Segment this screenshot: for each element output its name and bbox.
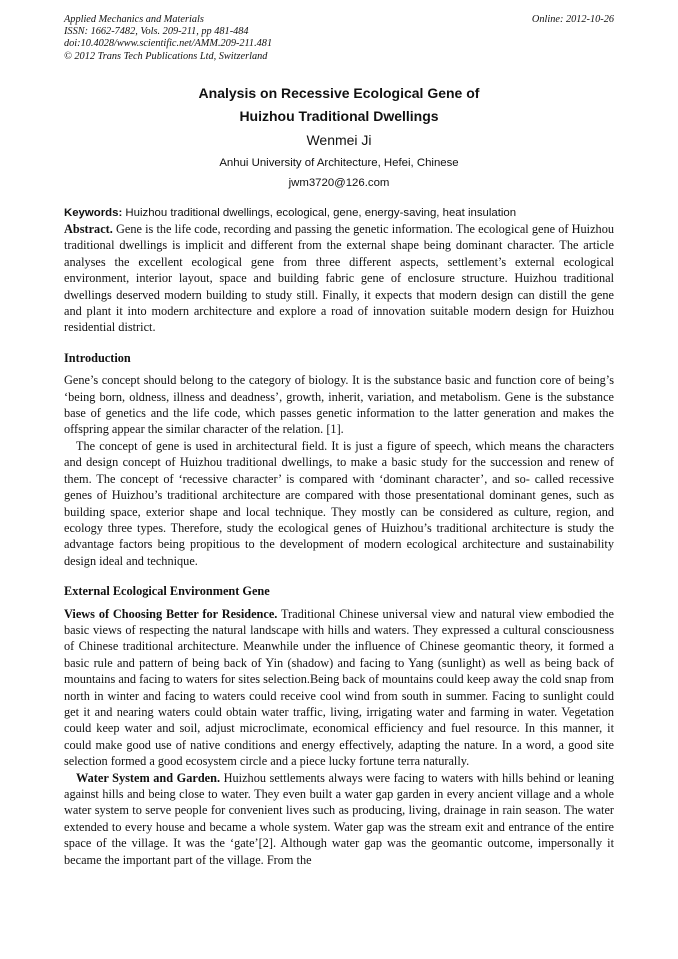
author-email: jwm3720@126.com xyxy=(288,177,390,189)
paper-page xyxy=(64,14,614,868)
views-paragraph xyxy=(64,606,614,770)
doi-line: doi:10.4028/www.scientific.net/AMM.209-211.481 xyxy=(64,38,273,50)
views-text: Traditional Chinese universal view and natural view embodied the basic views of respecting the natural landscape with hills and waters. They expressed a cultural consciousness of Chinese traditional architecture. Meanwhile under the influence of Chinese geomantic theory, it formed a basic rule and pattern of being back of Yin (shadow) and facing to Yang (sunlight) as well as being back of mountains and facing to waters for sites selection.Being back of mountains could keep away the cold snap from north in winter and facing to waters could receive cool wind from south in summer. Facing to sunlight could get it and nearing waters could obtain water traffic, living, irrigating water and farming in water. Vegetation could keep water and soil, adjust microclimate, economical efficiency and fuel resource. In this manner, it could make good use of native conditions and energy effectively, adapting the nature. In a word, a good site selection formed a good ecosystem circle and a piece lucky fortune terra naturally. xyxy=(64,606,614,769)
abstract-paragraph xyxy=(64,221,614,336)
keywords-line xyxy=(64,205,614,221)
views-subheading: Views of Choosing Better for Residence. xyxy=(64,606,278,621)
intro-paragraph-1: Gene’s concept should belong to the category of biology. It is the substance basic and function core of being’s ‘being born, oldness, illness and deadness’, growth, inherit, variation, and metabolism. Gene is the substance base of genetics and the life code, which passes genetic information to the latter generation and makes the offspring appear the similar character of the relation. [1]. xyxy=(64,373,614,437)
intro-paragraph-2: The concept of gene is used in architectural field. It is just a figure of speech, which means the characters and design concept of Huizhou traditional dwellings, to make a basic study for the succession and renew of them. The concept of ‘recessive character’ is compared with ‘dominant character’, and so- called recessive genes of Huizhou’s traditional architecture are compared with those presentational dominant genes, such as building space, exterior shape and local technique. They mostly can be considered as culture, region, and ecology three types. Therefore, study the ecological genes of Huizhou’s traditional architecture is study the advantage factors being propitious to the development of modern ecological architecture and sustainability design ideal and technique. xyxy=(64,438,614,568)
paper-title xyxy=(64,82,614,128)
online-date: Online: 2012-10-26 xyxy=(531,14,614,25)
introduction-heading: Introduction xyxy=(64,350,131,365)
title-line-2: Huizhou Traditional Dwellings xyxy=(239,108,439,124)
journal-header xyxy=(64,14,614,66)
copyright-line: © 2012 Trans Tech Publications Ltd, Switzerland xyxy=(64,50,268,62)
abstract-label: Abstract. xyxy=(64,222,113,236)
water-subheading: Water System and Garden. xyxy=(76,770,221,785)
author-name: Wenmei Ji xyxy=(306,132,372,148)
water-paragraph xyxy=(64,770,614,868)
water-text: Huizhou settlements always were facing to waters with hills behind or leaning against hills and being close to water. They even built a water gap garden in every ancient village and a whole water system to serve people for convenient lives such as producing, living, drainage in rain season. The water extended to every house and became a whole system. Water gap was the stream exit and entrance of the entire space of the village. It was the ‘gate’[2]. Although water gap was the geomantic outcome, impersonally it became the important part of the village. From the xyxy=(64,770,614,867)
title-line-1: Analysis on Recessive Ecological Gene of xyxy=(198,85,480,101)
abstract-text: Gene is the life code, recording and passing the genetic information. The ecological gene of Huizhou traditional dwellings is implicit and different from the external shape being dominant character. The article analyses the excellent ecological gene from three different aspects, settlement’s external ecological environment, interior layout, space and building fabric gene of enclosure structure. Huizhou traditional dwellings deserved modern building to study still. Finally, it expects that modern design can distill the gene and plant it into modern architecture and explore a road of innovation suitable modern design for Huizhou residential district. xyxy=(64,222,614,335)
author-affiliation: Anhui University of Architecture, Hefei, Chinese xyxy=(219,157,459,169)
journal-name: Applied Mechanics and Materials xyxy=(64,14,204,25)
keywords-text: Huizhou traditional dwellings, ecological, gene, energy-saving, heat insulation xyxy=(125,207,517,219)
keywords-label: Keywords: xyxy=(64,207,123,219)
issn-line: ISSN: 1662-7482, Vols. 209-211, pp 481-484 xyxy=(64,26,249,38)
external-gene-heading: External Ecological Environment Gene xyxy=(64,584,270,599)
